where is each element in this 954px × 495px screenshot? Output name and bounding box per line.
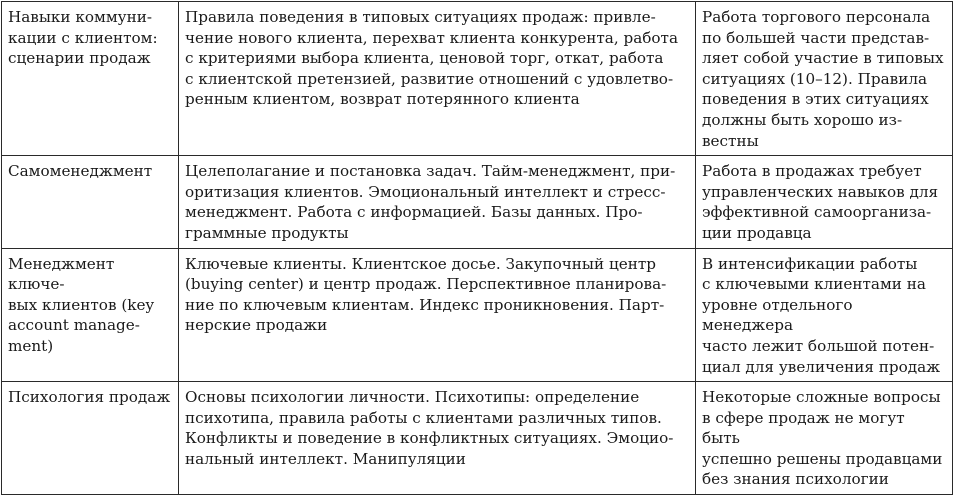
topic-cell: Менеджмент ключе- вых клиентов (key account manage- ment) — [2, 248, 179, 382]
comment-cell: Некоторые сложные вопросы в сфере продаж не могут быть успешно решены продавцами без знания психологии — [696, 382, 953, 495]
content-cell: Ключевые клиенты. Клиентское досье. Закупочный центр (buying center) и центр продаж. Перспективное планирова- ние по ключевым клиентам. Индекс проникновения. Парт- нерские продажи — [179, 248, 696, 382]
comment-cell: В интенсификации работы с ключевыми клиентами на уровне отдельного менеджера часто лежит большой потен- циал для увеличения продаж — [696, 248, 953, 382]
table-row — [2, 248, 953, 382]
content-cell: Основы психологии личности. Психотипы: определение психотипа, правила работы с клиентами различных типов. Конфликты и поведение в конфликтных ситуациях. Эмоцио- нальный интеллект. Манипуляции — [179, 382, 696, 495]
content-cell: Правила поведения в типовых ситуациях продаж: привле- чение нового клиента, перехват клиента конкурента, работа с критериями выбора клиента, ценовой торг, откат, работа с клиентской претензией, развитие отношений с удовлетво- ренным клиентом, возврат потерянного клиента — [179, 2, 696, 156]
table-row — [2, 156, 953, 248]
comment-cell: Работа в продажах требует управленческих навыков для эффективной самоорганиза- ции продавца — [696, 156, 953, 248]
topic-cell: Психология продаж — [2, 382, 179, 495]
topic-cell: Навыки коммуни- кации с клиентом: сценарии продаж — [2, 2, 179, 156]
comment-cell: Работа торгового персонала по большей части представ- ляет собой участие в типовых ситуациях (10–12). Правила поведения в этих ситуациях должны быть хорошо из- вестны — [696, 2, 953, 156]
content-cell: Целеполагание и постановка задач. Тайм-менеджмент, при- оритизация клиентов. Эмоциональный интеллект и стресс- менеджмент. Работа с информацией. Базы данных. Про- граммные продукты — [179, 156, 696, 248]
topic-cell: Самоменеджмент — [2, 156, 179, 248]
table-row — [2, 382, 953, 495]
training-topics-table — [1, 1, 953, 495]
table-row — [2, 2, 953, 156]
